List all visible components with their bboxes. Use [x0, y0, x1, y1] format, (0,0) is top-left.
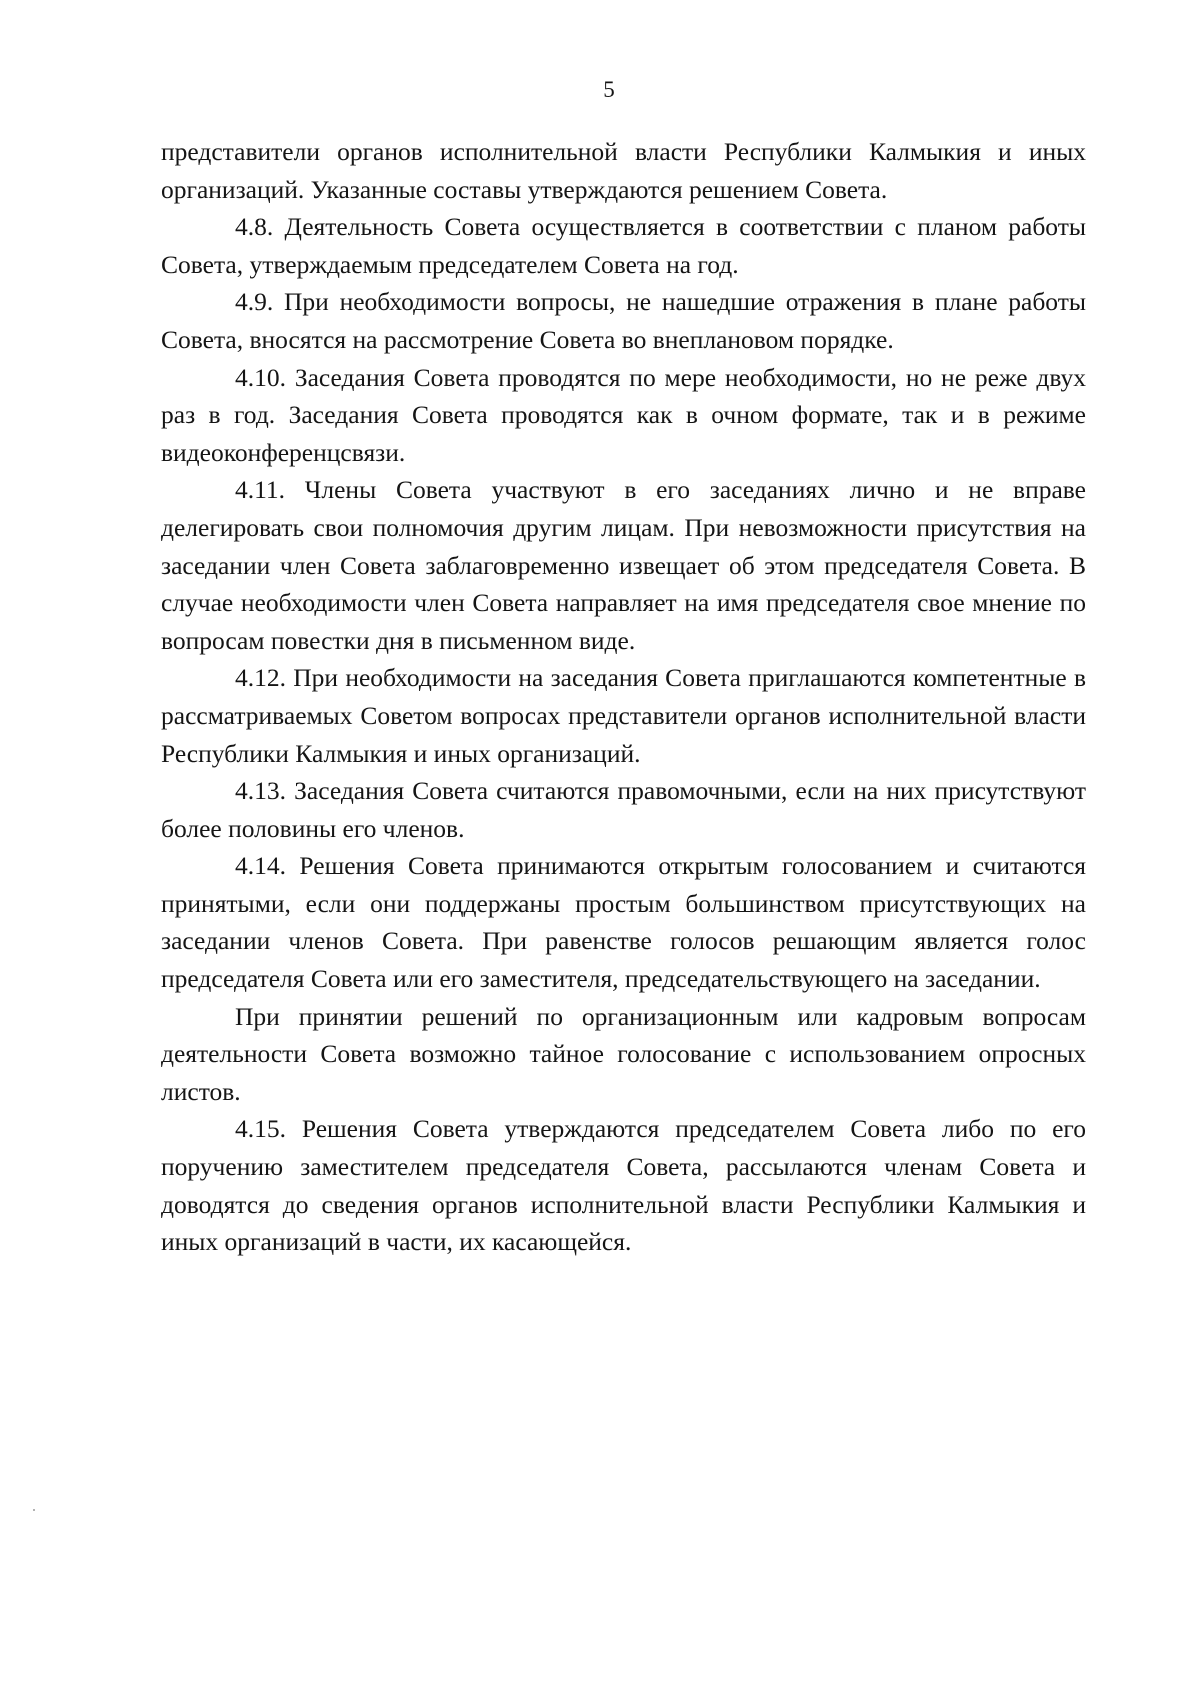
- paragraph-4-12: 4.12. При необходимости на заседания Совета приглашаются компетентные в рассматриваемых Советом вопросах представители органов исполнительной власти Республики Калмыкия и иных организаций.: [161, 663, 1086, 768]
- document-body: [161, 133, 1086, 1261]
- paragraph-4-9: 4.9. При необходимости вопросы, не нашедшие отражения в плане работы Совета, вносятся на рассмотрение Совета во внеплановом порядке.: [161, 287, 1086, 354]
- page-number: 5: [603, 77, 615, 102]
- paragraph-4-8: 4.8. Деятельность Совета осуществляется в соответствии с планом работы Совета, утверждаемым председателем Совета на год.: [161, 212, 1086, 279]
- paragraph-4-15: 4.15. Решения Совета утверждаются председателем Совета либо по его поручению заместителем председателя Совета, рассылаются членам Совета и доводятся до сведения органов исполнительной власти Республики Калмыкия и иных организаций в части, их касающейся.: [161, 1114, 1086, 1257]
- paragraph-4-11: 4.11. Члены Совета участвуют в его заседаниях лично и не вправе делегировать свои полномочия другим лицам. При невозможности присутствия на заседании член Совета заблаговременно извещает об этом председателя Совета. В случае необходимости член Совета направляет на имя председателя свое мнение по вопросам повестки дня в письменном виде.: [161, 475, 1086, 655]
- paragraph-continuation: представители органов исполнительной власти Республики Калмыкия и иных организаций. Указанные составы утверждаются решением Совета.: [161, 137, 1086, 204]
- paragraph-4-14: 4.14. Решения Совета принимаются открытым голосованием и считаются принятыми, если они поддержаны простым большинством присутствующих на заседании членов Совета. При равенстве голосов решающим является голос председателя Совета или его заместителя, председательствующего на заседании.: [161, 851, 1086, 994]
- paragraph-4-13: 4.13. Заседания Совета считаются правомочными, если на них присутствуют более половины его членов.: [161, 776, 1086, 843]
- paragraph-4-14-secret-vote: При принятии решений по организационным или кадровым вопросам деятельности Совета возможно тайное голосование с использованием опросных листов.: [161, 1001, 1086, 1106]
- paragraph-4-10: 4.10. Заседания Совета проводятся по мере необходимости, но не реже двух раз в год. Заседания Совета проводятся как в очном формате, так и в режиме видеоконференцсвязи.: [161, 362, 1086, 467]
- scan-speck: [33, 1509, 35, 1511]
